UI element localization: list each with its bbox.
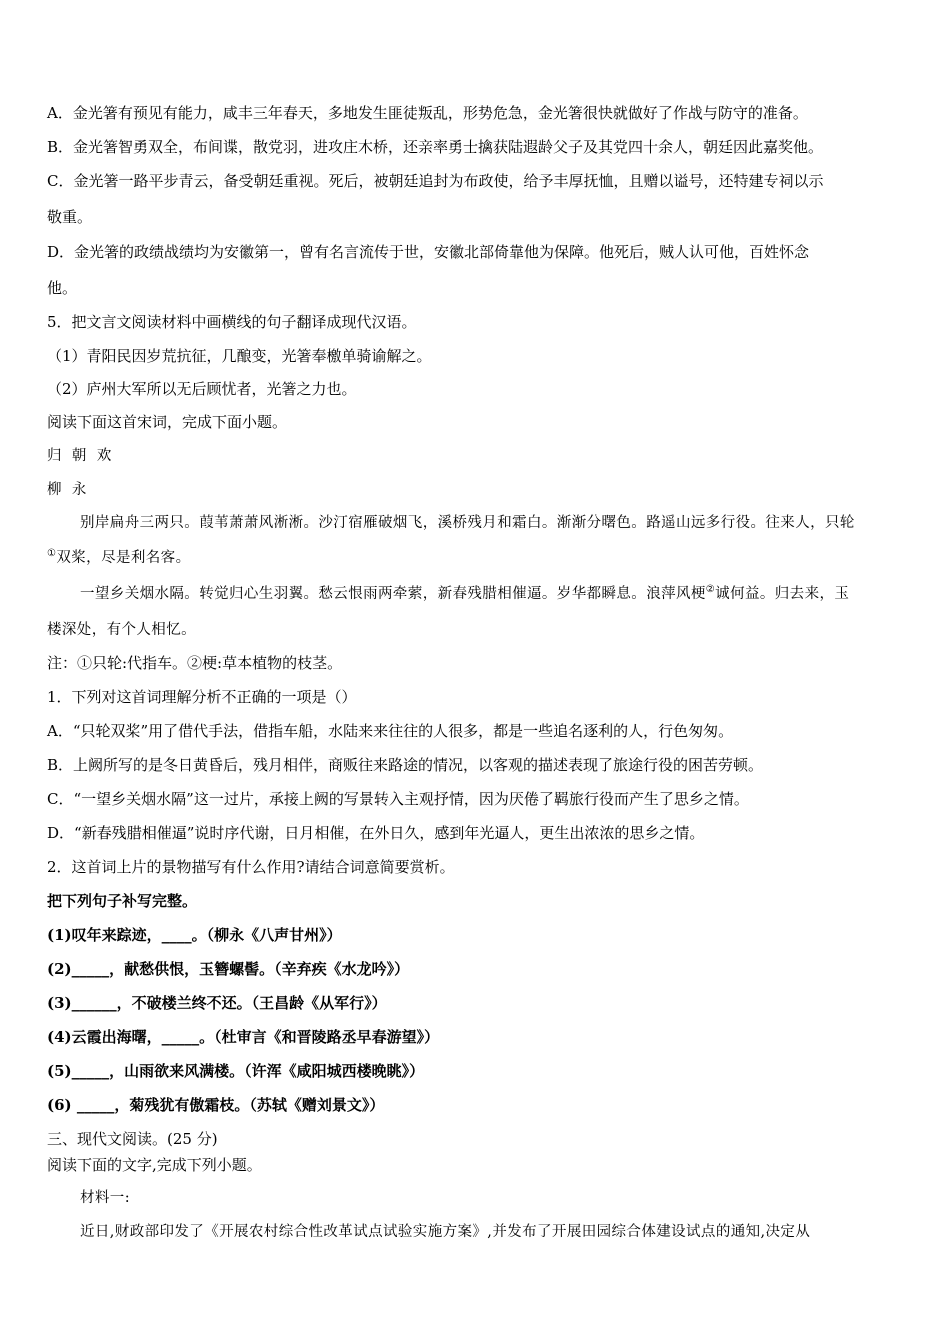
poem-author: 柳 永 <box>47 482 87 498</box>
fill-heading: 把下列句子补写完整。 <box>47 892 198 910</box>
q5-sentence-2: （2）庐州大军所以无后顾忧者，光箸之力也。 <box>47 380 357 398</box>
poem-intro: 阅读下面这首宋词，完成下面小题。 <box>47 413 288 431</box>
q5-sentence-1: （1）青阳民因岁荒抗征，几酿变，光箸奉檄单骑谕解之。 <box>47 347 432 365</box>
fill-line-6: (6) _____，菊残犹有傲霜枝。（苏轼《赠刘景文》） <box>47 1096 385 1114</box>
section3-intro: 阅读下面的文字,完成下列小题。 <box>47 1156 262 1174</box>
poem-q1-stem: 1．下列对这首词理解分析不正确的一项是（） <box>47 688 357 706</box>
poem-note: 注：①只轮:代指车。②梗:草本植物的枝茎。 <box>47 654 343 672</box>
poem-stanza-1-tail: 双桨，尽是利名客。 <box>56 550 191 566</box>
poem-q1-option-b: B．上阙所写的是冬日黄昏后，残月相伴，商贩往来路途的情况，以客观的描述表现了旅途行役的困苦劳顿。 <box>47 756 764 774</box>
q4-option-c: C．金光箸一路平步青云，备受朝廷重视。死后，被朝廷追封为布政使，给予丰厚抚恤，且赠以谥号，还特建专祠以示 <box>47 172 824 190</box>
fill-line-2: (2)_____，献愁供恨，玉簪螺髻。（辛弃疾《水龙吟》） <box>47 960 410 978</box>
poem-stanza-2 <box>80 584 906 604</box>
q4-option-d-cont: 他。 <box>47 279 78 297</box>
footnote-mark-1: ① <box>47 548 57 560</box>
poem-stanza-1-cont <box>47 548 906 568</box>
poem-q2-stem: 2．这首词上片的景物描写有什么作用?请结合词意简要赏析。 <box>47 858 455 876</box>
footnote-mark-2: ② <box>705 584 716 596</box>
poem-stanza-2-cont: 楼深处，有个人相忆。 <box>47 622 196 638</box>
poem-q1-option-a: A．“只轮双桨”用了借代手法，借指车船，水陆来来往往的人很多，都是一些追名逐利的人，行色匆匆。 <box>47 722 734 740</box>
q4-option-c-cont: 敬重。 <box>47 208 93 226</box>
poem-title: 归 朝 欢 <box>47 448 112 464</box>
poem-q1-option-c: C．“一望乡关烟水隔”这一过片，承接上阙的写景转入主观抒情，因为厌倦了羁旅行役而产生了思乡之情。 <box>47 790 749 808</box>
section3-heading: 三、现代文阅读。(25 分) <box>47 1130 218 1148</box>
q4-option-b: B．金光箸智勇双全，布间谍，散党羽，进攻庄木桥，还亲率勇士擒获陆遐龄父子及其党四十余人，朝廷因此嘉奖他。 <box>47 138 824 156</box>
fill-line-1: (1)叹年来踪迹，____。（柳永《八声甘州》） <box>47 926 342 944</box>
q5-stem: 5．把文言文阅读材料中画横线的句子翻译成现代汉语。 <box>47 313 417 331</box>
material-1-paragraph: 近日,财政部印发了《开展农村综合性改革试点试验实施方案》,并发布了开展田园综合体建设试点的通知,决定从 <box>80 1224 811 1240</box>
fill-line-4: (4)云霞出海曙，_____。（杜审言《和晋陵路丞早春游望》） <box>47 1028 440 1046</box>
q4-option-a: A．金光箸有预见有能力，咸丰三年春天，多地发生匪徒叛乱，形势危急，金光箸很快就做好了作战与防守的准备。 <box>47 104 808 122</box>
poem-stanza-2-part1: 一望乡关烟水隔。转觉归心生羽翼。愁云恨雨两牵萦，新春残腊相催逼。岁华都瞬息。浪萍风梗 <box>80 586 706 602</box>
material-1-label: 材料一: <box>80 1190 130 1206</box>
fill-line-5: (5)_____，山雨欲来风满楼。（许浑《咸阳城西楼晚眺》） <box>47 1062 425 1080</box>
fill-line-3: (3)______，不破楼兰终不还。（王昌龄《从军行》） <box>47 994 387 1012</box>
q4-option-d: D．金光箸的政绩战绩均为安徽第一，曾有名言流传于世，安徽北部倚靠他为保障。他死后，贼人认可他，百姓怀念 <box>47 243 810 261</box>
poem-q1-option-d: D．“新春残腊相催逼”说时序代谢，日月相催，在外日久，感到年光逼人，更生出浓浓的思乡之情。 <box>47 824 705 842</box>
poem-stanza-2-part2: 诚何益。归去来，玉 <box>715 586 850 602</box>
poem-stanza-1: 别岸扁舟三两只。葭苇萧萧风淅淅。沙汀宿雁破烟飞，溪桥残月和霜白。渐渐分曙色。路遥山远多行役。往来人，只轮 <box>80 515 855 531</box>
